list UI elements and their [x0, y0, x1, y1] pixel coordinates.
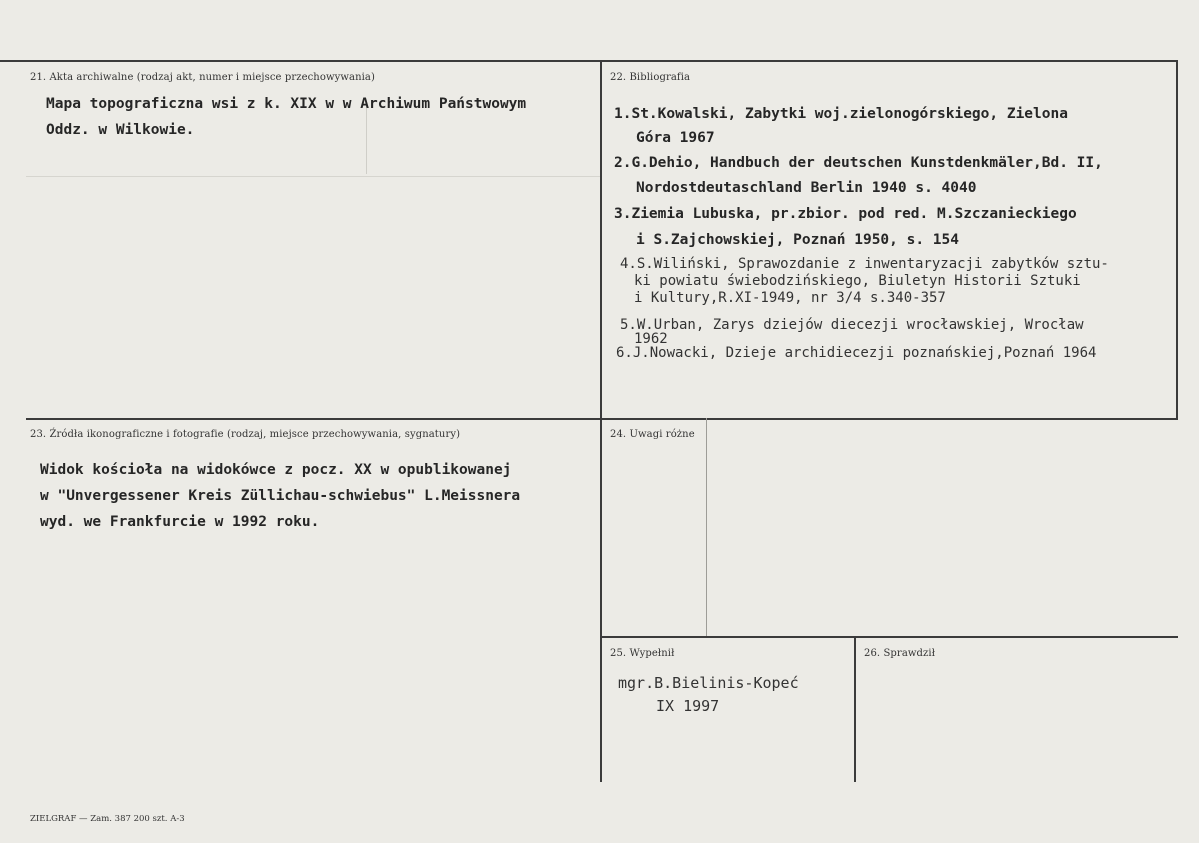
ghost-hline	[26, 176, 600, 177]
biblio-line-1: 1.St.Kowalski, Zabytki woj.zielonogórskiego, Zielona	[614, 106, 1068, 122]
biblio-line-4: Nordostdeutaschland Berlin 1940 s. 4040	[636, 180, 977, 196]
middle-divider	[26, 418, 1178, 420]
biblio-line-12: 6.J.Nowacki, Dzieje archidiecezji poznańskiej,Poznań 1964	[616, 345, 1097, 361]
filled-by-date: IX 1997	[656, 697, 720, 715]
biblio-line-5: 3.Ziemia Lubuska, pr.zbior. pod red. M.Szczanieckiego	[614, 206, 1077, 222]
filled-by-name: mgr.B.Bielinis-Kopeć	[618, 674, 799, 692]
section-21-line-1: Mapa topograficzna wsi z k. XIX w w Archiwum Państwowym	[46, 96, 527, 112]
section-23-label: 23. Źródła ikonograficzne i fotografie (rodzaj, miejsce przechowywania, sygnatury)	[30, 429, 461, 440]
section-24-label: 24. Uwagi różne	[610, 429, 695, 440]
section-23-line-1: Widok kościoła na widokówce z pocz. XX w opublikowanej	[40, 462, 512, 478]
section-23-line-3: wyd. we Frankfurcie w 1992 roku.	[40, 514, 320, 530]
section-22-label: 22. Bibliografia	[610, 72, 691, 83]
top-border	[0, 60, 1178, 62]
biblio-line-3: 2.G.Dehio, Handbuch der deutschen Kunstdenkmäler,Bd. II,	[614, 155, 1103, 171]
biblio-line-9: i Kultury,R.XI-1949, nr 3/4 s.340-357	[634, 290, 946, 306]
biblio-line-8: ki powiatu świebodzińskiego, Biuletyn Historii Sztuki	[634, 273, 1081, 289]
section-21-line-2: Oddz. w Wilkowie.	[46, 122, 195, 138]
section-25-label: 25. Wypełnił	[610, 648, 675, 659]
biblio-line-2: Góra 1967	[636, 130, 715, 146]
ghost-line	[366, 104, 367, 174]
section-23-line-2: w "Unvergessener Kreis Züllichau-schwiebus" L.Meissnera	[40, 488, 521, 504]
biblio-line-7: 4.S.Wiliński, Sprawozdanie z inwentaryzacji zabytków sztu-	[620, 256, 1109, 272]
signature-top-line	[600, 636, 1178, 638]
signature-divider	[854, 636, 856, 782]
center-divider	[600, 60, 602, 782]
section-26-label: 26. Sprawdził	[864, 648, 936, 659]
biblio-line-6: i S.Zajchowskiej, Poznań 1950, s. 154	[636, 232, 960, 248]
section-21-label: 21. Akta archiwalne (rodzaj akt, numer i miejsce przechowywania)	[30, 72, 375, 83]
right-border	[1176, 60, 1178, 418]
ghost-vline-2	[706, 418, 707, 636]
biblio-line-11: 1962	[634, 331, 668, 347]
biblio-line-10: 5.W.Urban, Zarys dziejów diecezji wrocławskiej, Wrocław	[620, 317, 1084, 333]
printer-imprint: ZIELGRAF — Zam. 387 200 szt. A-3	[30, 814, 185, 824]
